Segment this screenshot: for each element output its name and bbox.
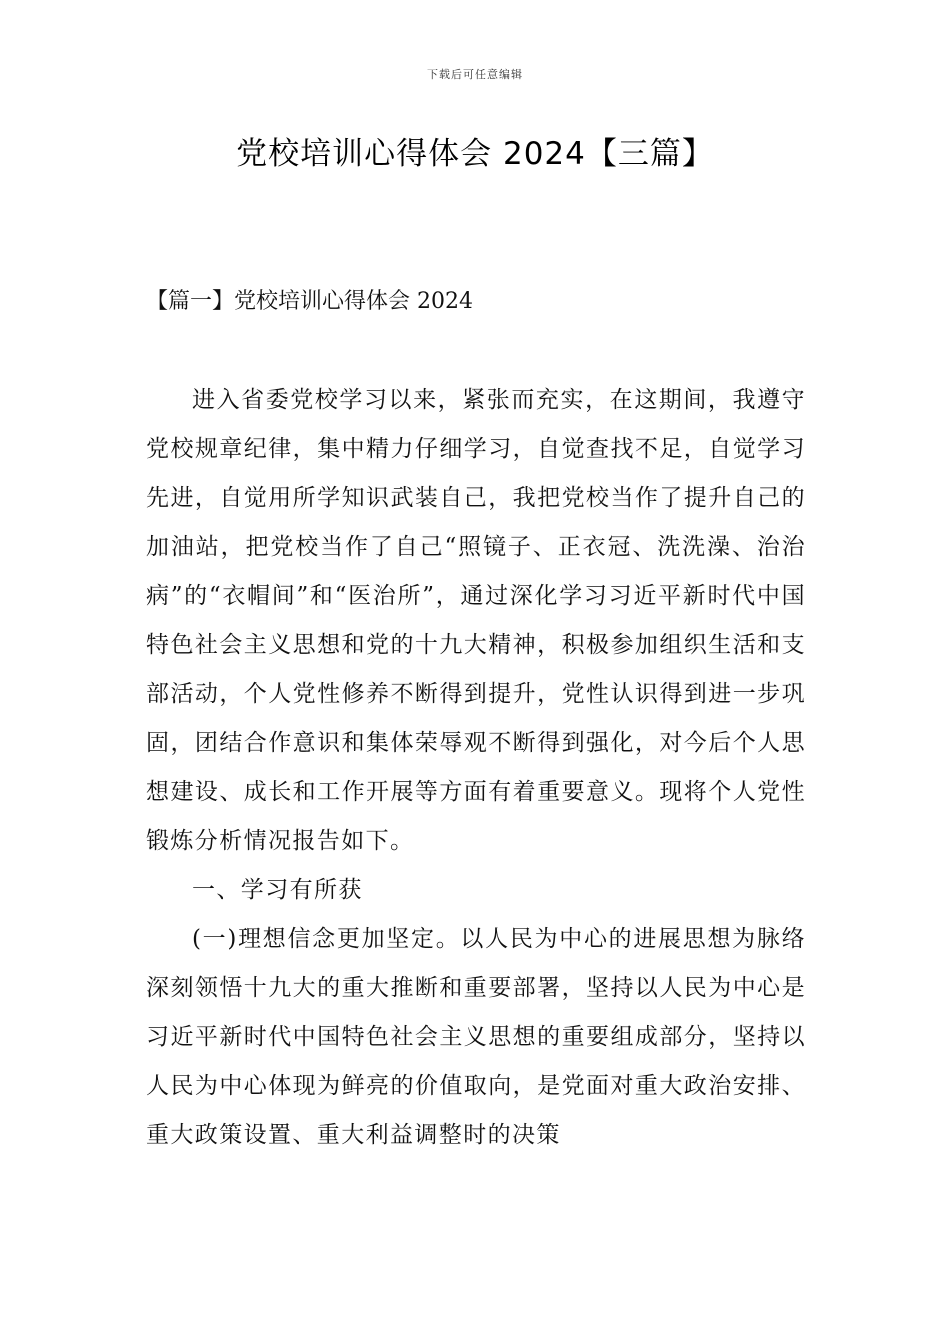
paragraph: (一)理想信念更加坚定。以人民为中心的进展思想为脉络深刻领悟十九大的重大推断和重要部署，坚持以人民为中心是习近平新时代中国特色社会主义思想的重要组成部分，坚持以人民为中心体现为鲜亮的价值取向，是党面对重大政治安排、重大政策设置、重大利益调整时的决策 xyxy=(146,926,806,1148)
header-note: 下载后可任意编辑 xyxy=(427,68,523,81)
paragraph: 进入省委党校学习以来，紧张而充实，在这期间，我遵守党校规章纪律，集中精力仔细学习，自觉查找不足，自觉学习先进，自觉用所学知识武装自己，我把党校当作了提升自己的加油站，把党校当作了自己“照镜子、正衣冠、洗洗澡、治治病”的“衣帽间”和“医治所”，通过深化学习习近平新时代中国特色社会主义思想和党的十九大精神，积极参加组织生活和支部活动，个人党性修养不断得到提升，党性认识得到进一步巩固，团结合作意识和集体荣辱观不断得到强化，对今后个人思想建设、成长和工作开展等方面有着重要意义。现将个人党性锻炼分析情况报告如下。 xyxy=(146,387,806,854)
document-body xyxy=(146,376,806,1160)
subheading: 一、学习有所获 xyxy=(192,877,363,903)
section-heading: 【篇一】党校培训心得体会 2024 xyxy=(146,289,473,314)
document-title: 党校培训心得体会 2024【三篇】 xyxy=(236,136,714,172)
